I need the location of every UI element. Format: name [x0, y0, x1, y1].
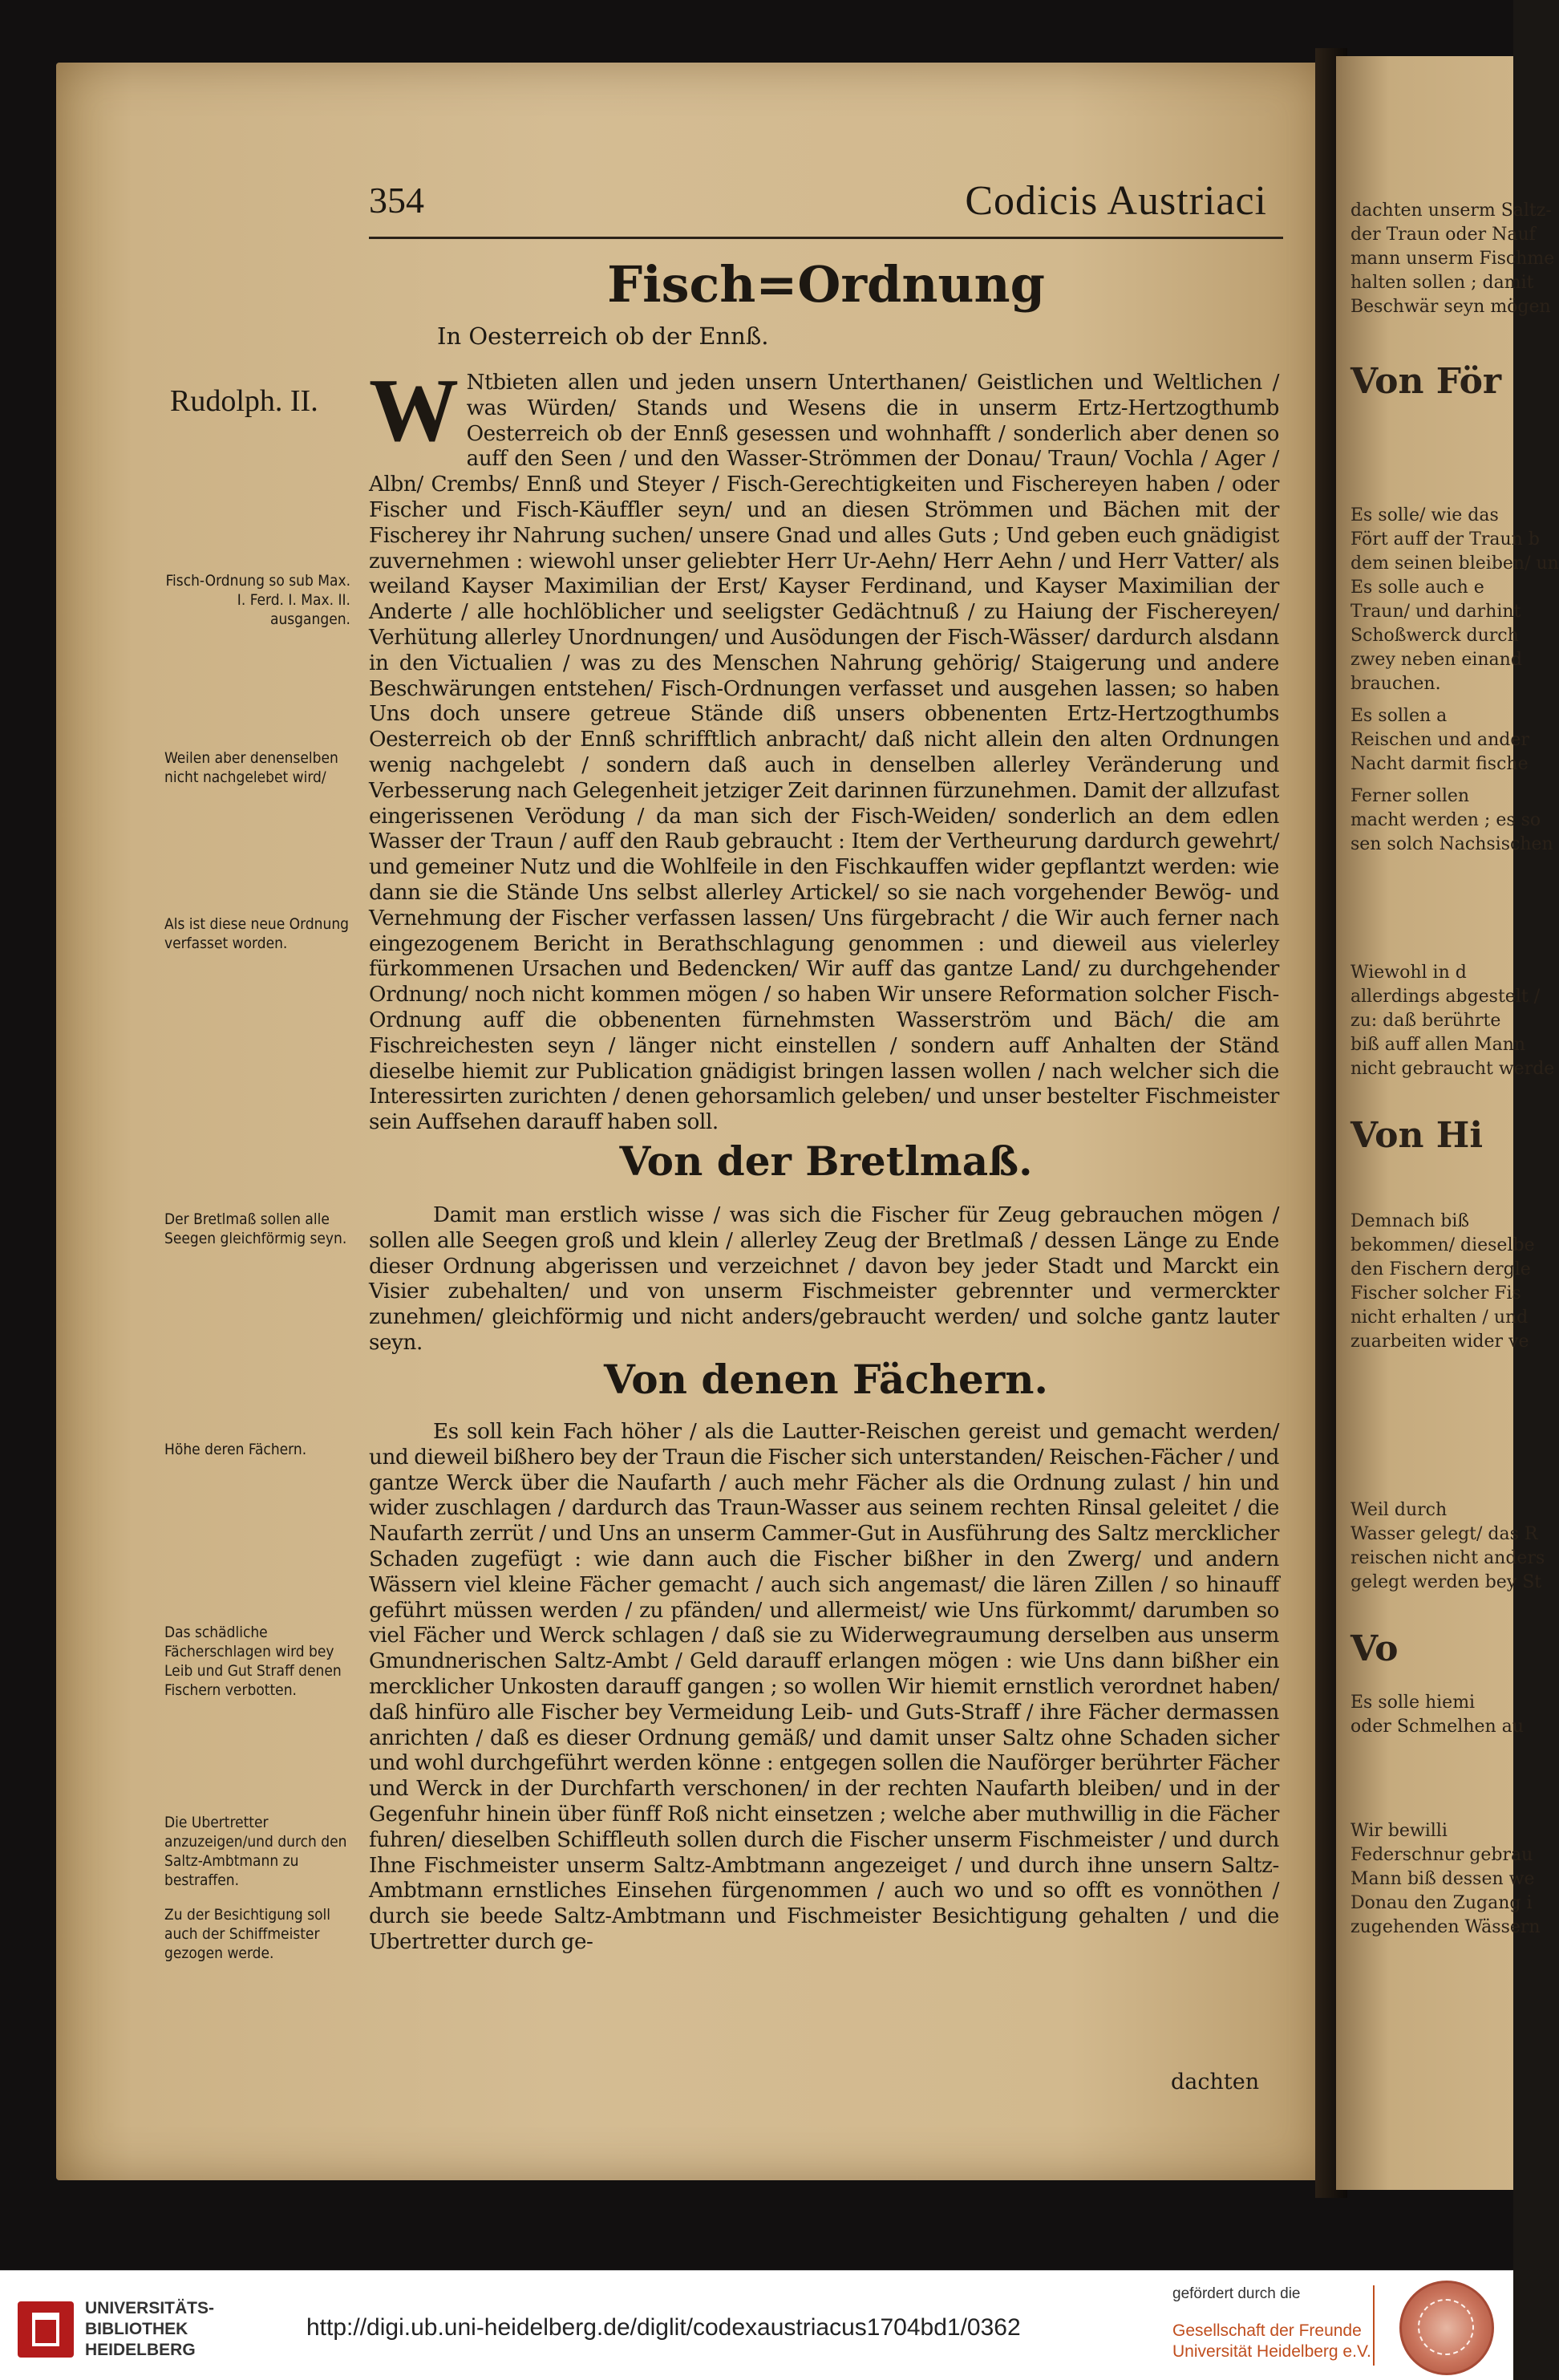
right-page-line: bekommen/ dieselbe — [1350, 1235, 1535, 1255]
right-page-heading: Von För — [1350, 361, 1502, 402]
sponsor-name-line: Gesellschaft der Freunde — [1172, 2321, 1362, 2340]
right-page-line: Schoßwerck durch — [1350, 626, 1519, 646]
intro-paragraph — [369, 361, 1279, 1136]
marginal-note: Der Bretlmaß sollen alle Seegen gleichförmig seyn. — [164, 1210, 347, 1247]
right-page-line: reischen nicht anders — [1350, 1548, 1545, 1568]
right-page-line: zwey neben einand — [1350, 650, 1522, 670]
intro-text: Ntbieten allen und jeden unsern Unterthanen/ Geistlichen und Weltlichen / was Würden/ Stands und Wesens die in unserm Ertz-Hertzogthumb Oesterreich ob der Ennß gesessen und wohnhafft / sonderlich aber denen so auff den Seen / und den Wasser-Strömmen der Donau/ Traun/ Vochla / Ager / Albn/ Crembs/ Ennß und Steyer / Fisch-Gerechtigkeiten und Fischereyen haben / oder Fischer und Fisch-Käuffler seyn/ und an diesen Strömmen und Bächen mit der Fischerey ihr Nahrung suchen/ unsere Gnad und alles Guts ; Und geben euch gnädigist zuvernehmen : wiewohl unser geliebter Herr Ur-Aehn/ Herr Aehn / und Herr Vatter/ als weiland Kayser Maximilian der Erst/ Kayser Ferdinand, und Kayser Maximilian der Anderte / alle hochlöblicher und seeligster Gedächtnuß / zu Haiung der Fischereyen/ Verhütung allerley Unordnungen/ und Ausödungen der Fisch-Wässer/ dardurch alsdann in den Victualien / was zu des Menschen Nahrung gehörig/ Staigerung und andere Beschwärungen entstehen/ Fisch-Ordnungen verfasset und ausgehen lassen; so haben Uns doch unsere getreue Stände diß unsers obbenenten Ertz-Hertzogthumbs Oesterreich ob der Ennß schrifftlich anbracht/ daß nicht allein den alten Ordnungen wenig nachgelebt / sondern daß auch in denselben allerley Veränderung und Verbesserung nach Gelegenheit jetziger Zeit darinnen fürzunehmen. Damit der allzufast eingerissenen Verödung / da man sich der Fisch-Weiden/ sonderlich an dem edlen Wasser der Traun / auff den Raub gebraucht : Item der Vertheurung dardurch gewehrt/ und gemeiner Nutz und die Wohlfeile in den Fischkauffen wider gepflantzt werden: wie dann sie die Stände Uns selbst allerley Artickel/ so sie nach vorgehender Bewög- und Vernehmung der Fischer verfassen lassen/ Uns fürgebracht / die Wir auch ferner nach eingezogenem Bericht in Berathschlagung genommen : und dieweil aus vielerley fürkommenen Ursachen und Bedencken/ Wir auff das gantze Land/ zu durchgehender Ordnung/ noch nicht kommen mögen / so haben Wir unsere Reformation solcher Fisch-Ordnung auff die obbenenten fürnehmsten Wasserström und Bäch/ die am Fischreichesten seyn / länger nicht einstellen / sondern auff Anhalten der Ständ dieselbe hiemit zur Publication gnädigist bringen lassen wollen / nach welcher sich die Interessirten zurichten / denen gehorsamlich geleben/ und unser bestelter Fischmeister sein Auffsehen darauff haben soll. — [369, 371, 1279, 1135]
right-page-line: dem seinen bleiben/ un — [1350, 553, 1559, 574]
footer-divider — [1373, 2285, 1375, 2366]
sponsor-label: gefördert durch die — [1172, 2285, 1301, 2302]
sponsor-name[interactable] — [1172, 2321, 1371, 2362]
page-title: Fisch=Ordnung — [607, 255, 1045, 314]
marginal-note: Fisch-Ordnung so sub Max. I. Ferd. I. Max. II. ausgangen. — [165, 572, 350, 628]
marginal-note: Das schädliche Fächerschlagen wird bey Leib und Gut Straff denen Fischern verbotten. — [164, 1624, 342, 1699]
right-page-line: halten sollen ; damit — [1350, 273, 1534, 293]
right-page-line: Reischen und ander — [1350, 730, 1529, 750]
right-page-line: macht werden ; es so — [1350, 810, 1541, 830]
page-header — [369, 172, 1283, 239]
subtitle: In Oesterreich ob der Ennß. — [437, 322, 769, 350]
bretlmass-paragraph: Damit man erstlich wisse / was sich die Fischer für Zeug gebrauchen mögen / sollen alle Seegen groß und klein / allerley Zeug der Bretlmaß / dessen Länge zu Ende dieser Ordnung abgerissen und verzeichnet / davon bey jeder Stadt und Marckt ein Visier zubehalten/ und von unserm Fischmeister gebrennter und vermerckter zunehmen/ gleichförmig und nicht anders/gebraucht werden/ und solche gantz lauter seyn. — [369, 1203, 1279, 1355]
right-page-line: nicht gebraucht werde — [1350, 1059, 1555, 1079]
library-name-line: BIBLIOTHEK — [85, 2320, 188, 2338]
university-seal-logo[interactable] — [1399, 2281, 1494, 2375]
page-number: 354 — [369, 180, 424, 221]
catchword: dachten — [1171, 2070, 1260, 2094]
section-heading-bretlmass: Von der Bretlmaß. — [619, 1137, 1033, 1185]
right-page-line: den Fischern dergle — [1350, 1259, 1531, 1279]
right-page-line: Fischer solcher Fis — [1350, 1283, 1521, 1304]
marginal-note: Weilen aber denenselben nicht nachgelebet wird/ — [164, 749, 338, 786]
section-heading-faechern: Von denen Fächern. — [604, 1356, 1048, 1403]
right-page-heading: Vo — [1350, 1628, 1399, 1669]
right-page-line: Weil durch — [1350, 1500, 1448, 1520]
library-name-line: HEIDELBERG — [85, 2341, 196, 2359]
university-library-logo[interactable] — [18, 2301, 74, 2358]
right-page-line: zuarbeiten wider ve — [1350, 1332, 1529, 1352]
right-page-line: Traun/ und darhint — [1350, 602, 1521, 622]
right-page-heading: Von Hi — [1350, 1115, 1484, 1156]
marginal-note: Als ist diese neue Ordnung verfasset worden. — [164, 915, 350, 952]
right-page-line: zugehenden Wässern — [1350, 1917, 1541, 1937]
right-page-line: biß auff allen Mann — [1350, 1035, 1526, 1055]
right-page-line: Wir bewilli — [1350, 1821, 1448, 1841]
right-page-line: zu: daß berührte — [1350, 1011, 1501, 1031]
faechern-paragraph: Es soll kein Fach höher / als die Lautter-Reischen gereist und gemacht werden/ und dieweil bißhero bey der Traun die Fischer sich unterstanden/ Reischen-Fächer / und gantze Werck über die Naufarth / auch mehr Fächer als die Ordnung zulast / hin und wider zuschlagen / dardurch das Traun-Wasser aus seinem rechten Rinsal geleitet / die Naufarth zerrüt / und Uns an unserm Cammer-Gut in Ausführung des Saltz mercklicher Schaden zugefügt : wie dann auch die Fischer bißher in den Zwerg/ und andern Wässern viel kleine Fächer gemacht / auch sich angemast/ die lären Zillen / so hinauff geführt müssen werden / zu pfänden/ und allermeist/ wie Uns fürkommt/ darumben so viel Fächer und Werck schlagen / daß sie zu Widerwegraumung derselben aus unserm Gmundnerischen Saltz-Ambt / Geld darauff erlangen mögen : wie Uns dann bißher ein mercklicher Unkosten darauff gangen ; so wollen Wir hiemit ernstlich verordnet haben/ daß hinfüro alle Fischer bey Vermeidung Leib- und Guts-Straff / ihre Fächer dermassen anrichten / daß es dieser Ordnung gemäß/ und damit unser Saltz ohne Schaden sicher und wohl durchgeführt werden könne : entgegen sollen die Nauförger berührter Fächer und Werck in der Durchfarth verschonen/ in der rechten Naufarth bleiben/ und in der Gegenfuhr hinein über fünff Roß nicht einsetzen ; welche aber muthwillig in die Fächer fuhren/ dieselben Schiffleuth sollen durch die Fischer unserm Fischmeister / und durch Ihne Fischmeister unserm Saltz-Ambtmann angezeiget / und durch ihne unsern Saltz-Ambtmann ernstliches Einsehen fürgenommen / auch wo und so offt es vonnöthen / durch sie beede Saltz-Ambtmann und Fischmeister Besichtigung gehalten / und die Ubertretter durch ge- — [369, 1420, 1279, 1954]
right-page-line: Demnach biß — [1350, 1211, 1470, 1231]
right-page-line: Es sollen a — [1350, 706, 1448, 726]
right-page-edge — [1336, 56, 1559, 2190]
right-page-line: oder Schmelhen au — [1350, 1717, 1524, 1737]
right-page-line: brauchen. — [1350, 674, 1441, 694]
right-page-line: Beschwär seyn mögen — [1350, 297, 1551, 317]
right-page-line: Mann biß dessen we — [1350, 1869, 1535, 1889]
right-page-line: allerdings abgestelt / — [1350, 987, 1541, 1007]
right-page-line: Es solle auch e — [1350, 578, 1484, 598]
right-page-line: dachten unserm Saltz- — [1350, 201, 1552, 221]
sponsor-name-line: Universität Heidelberg e.V. — [1172, 2342, 1371, 2361]
right-page-line: Es solle/ wie das — [1350, 505, 1499, 525]
marginal-note: Zu der Besichtigung soll auch der Schiffmeister gezogen werde. — [164, 1906, 331, 1962]
right-page-line: gelegt werden bey St — [1350, 1572, 1542, 1592]
library-name[interactable] — [85, 2298, 214, 2361]
right-page-line: Nacht darmit fische — [1350, 754, 1529, 774]
running-title: Codicis Austriaci — [965, 178, 1267, 224]
right-page-line: der Traun oder Nauf — [1350, 225, 1536, 245]
right-page-line: nicht erhalten / und — [1350, 1308, 1529, 1328]
permalink-url[interactable]: http://digi.ub.uni-heidelberg.de/diglit/codexaustriacus1704bd1/0362 — [306, 2314, 1021, 2341]
right-page-line: Donau den Zugang i — [1350, 1893, 1533, 1913]
margin-ruler-name: Rudolph. II. — [170, 384, 318, 418]
right-page-line: Fört auff der Traun b — [1350, 529, 1540, 549]
digitization-footer — [0, 2270, 1513, 2380]
decorated-initial: W — [369, 361, 459, 460]
right-page-line: Federschnur gebrau — [1350, 1845, 1533, 1865]
right-page-line: Es solle hiemi — [1350, 1693, 1476, 1713]
right-page-line: sen solch Nachsischen — [1350, 834, 1553, 854]
right-page-line: mann unserm Fischme — [1350, 249, 1555, 269]
marginal-note: Höhe deren Fächern. — [164, 1441, 307, 1458]
right-page-line: Wasser gelegt/ das R — [1350, 1524, 1538, 1544]
right-page-line: Wiewohl in d — [1350, 963, 1467, 983]
right-page-line: Ferner sollen — [1350, 786, 1470, 806]
library-name-line: UNIVERSITÄTS- — [85, 2299, 215, 2317]
marginal-note: Die Ubertretter anzuzeigen/und durch den Saltz-Ambtmann zu bestraffen. — [164, 1814, 347, 1889]
